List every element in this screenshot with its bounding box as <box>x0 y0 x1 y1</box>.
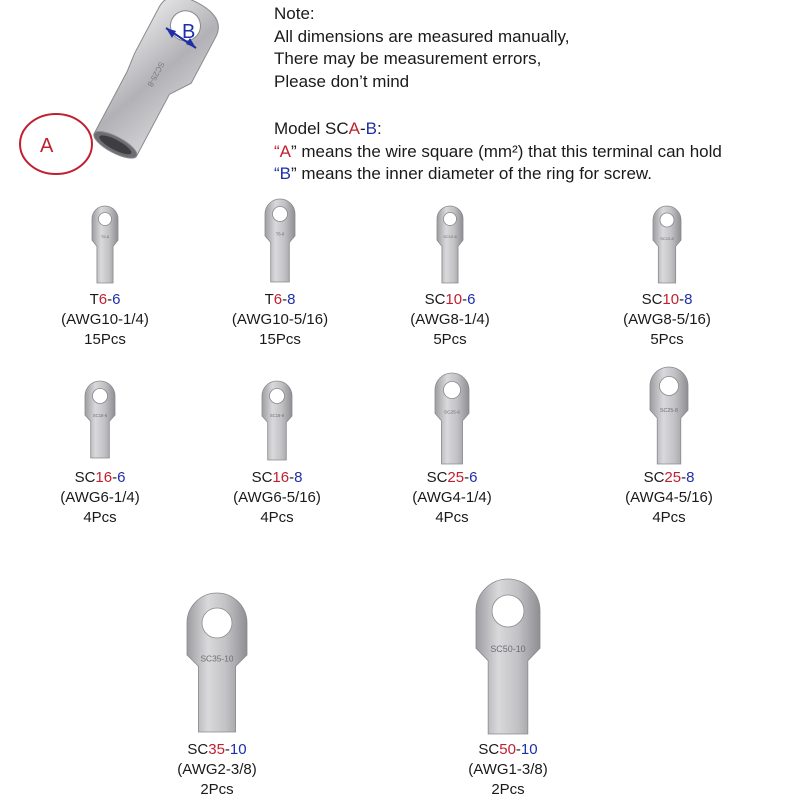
model-a-explanation: “A” means the wire square (mm²) that this terminal can hold <box>274 141 722 161</box>
terminal-image <box>474 578 542 736</box>
terminal-awg: (AWG6-5/16) <box>233 489 321 506</box>
note-title: Note: <box>274 4 315 23</box>
terminal-image <box>83 380 117 460</box>
terminal-quantity: 2Pcs <box>200 781 234 798</box>
terminal-awg: (AWG10-1/4) <box>61 311 149 328</box>
terminal-item <box>362 372 542 466</box>
terminal-item <box>15 205 195 285</box>
terminal-label <box>15 290 195 350</box>
terminal-model: SC25-8 <box>643 469 695 486</box>
terminal-quantity: 15Pcs <box>259 331 301 348</box>
terminal-awg: (AWG8-5/16) <box>623 311 711 328</box>
terminal-stamp: SC25-6 <box>443 410 461 416</box>
screw-hole <box>202 608 232 638</box>
terminal-model: SC50-10 <box>478 741 538 758</box>
hero-stamp-text: SC25-8 <box>145 60 167 89</box>
screw-hole <box>660 213 674 227</box>
terminal-image <box>90 205 120 285</box>
terminal-item <box>10 380 190 460</box>
terminal-item <box>127 592 307 734</box>
terminal-label <box>10 468 190 528</box>
a-callout-label: A <box>40 135 54 157</box>
terminal-label <box>577 290 757 350</box>
terminal-item <box>579 366 759 466</box>
note-line: All dimensions are measured manually, <box>274 26 570 46</box>
terminal-awg: (AWG8-1/4) <box>410 311 490 328</box>
terminal-stamp: SC16-8 <box>269 413 285 419</box>
terminal-quantity: 4Pcs <box>652 509 686 526</box>
terminal-image <box>185 592 249 734</box>
terminal-stamp: T6-6 <box>100 234 110 240</box>
terminal-image <box>260 380 294 462</box>
terminal-awg: (AWG10-5/16) <box>231 311 329 328</box>
terminal-image <box>651 205 683 285</box>
screw-hole <box>492 595 524 627</box>
terminal-quantity: 5Pcs <box>433 331 467 348</box>
terminal-item <box>418 578 598 736</box>
terminal-label <box>418 740 598 800</box>
screw-hole <box>660 377 679 396</box>
terminal-model: SC10-8 <box>641 291 693 308</box>
terminal-label <box>127 740 307 800</box>
a-callout-circle <box>20 114 92 174</box>
terminal-model: SC25-6 <box>426 469 478 486</box>
terminal-stamp: SC16-6 <box>92 413 108 419</box>
terminal-image <box>435 205 465 285</box>
terminal-awg: (AWG1-3/8) <box>468 761 548 778</box>
terminal-awg: (AWG6-1/4) <box>60 489 140 506</box>
terminal-stamp: SC35-10 <box>200 653 234 664</box>
terminal-quantity: 4Pcs <box>260 509 294 526</box>
terminal-quantity: 4Pcs <box>435 509 469 526</box>
screw-hole <box>444 213 457 226</box>
terminal-image <box>433 372 471 466</box>
terminal-stamp: SC10-6 <box>443 234 457 240</box>
terminal-image <box>648 366 690 466</box>
terminal-awg: (AWG4-1/4) <box>412 489 492 506</box>
terminal-quantity: 4Pcs <box>83 509 117 526</box>
terminal-quantity: 15Pcs <box>84 331 126 348</box>
terminal-stamp: T6-8 <box>275 231 285 237</box>
terminal-quantity: 5Pcs <box>650 331 684 348</box>
terminal-label <box>190 290 370 350</box>
model-b-explanation: “B” means the inner diameter of the ring for screw. <box>274 164 652 183</box>
terminal-item <box>190 198 370 284</box>
b-callout-label: B <box>182 21 196 43</box>
screw-hole <box>273 207 288 222</box>
screw-hole <box>93 389 108 404</box>
terminal-label <box>187 468 367 528</box>
terminal-model: T6-6 <box>89 291 121 308</box>
terminal-quantity: 2Pcs <box>491 781 525 798</box>
terminal-image <box>263 198 297 284</box>
terminal-item <box>187 380 367 462</box>
terminal-stamp: SC25-8 <box>659 407 679 414</box>
model-b: B <box>365 119 377 138</box>
model-a: A <box>348 119 360 138</box>
screw-hole <box>270 389 285 404</box>
terminal-awg: (AWG4-5/16) <box>625 489 713 506</box>
screw-hole <box>99 213 112 226</box>
terminal-item <box>577 205 757 285</box>
terminal-label <box>579 468 759 528</box>
model-block <box>274 118 722 186</box>
terminal-stamp: SC10-8 <box>660 236 674 242</box>
terminal-model: SC16-8 <box>251 469 303 486</box>
terminal-stamp: SC50-10 <box>490 644 526 655</box>
terminal-awg: (AWG2-3/8) <box>177 761 257 778</box>
terminal-label <box>362 468 542 528</box>
note-block <box>274 3 569 93</box>
terminal-model: T6-8 <box>264 291 296 308</box>
terminal-model: SC16-6 <box>74 469 126 486</box>
terminal-item <box>360 205 540 285</box>
terminal-model: SC10-6 <box>424 291 476 308</box>
screw-hole <box>444 382 461 399</box>
terminal-label <box>360 290 540 350</box>
note-line: There may be measurement errors, <box>274 49 542 68</box>
hero-terminal-illustration <box>0 0 250 190</box>
note-line: Please don’t mind <box>274 71 410 91</box>
model-heading: Model SCA-B: <box>274 119 382 138</box>
terminal-model: SC35-10 <box>187 741 247 758</box>
